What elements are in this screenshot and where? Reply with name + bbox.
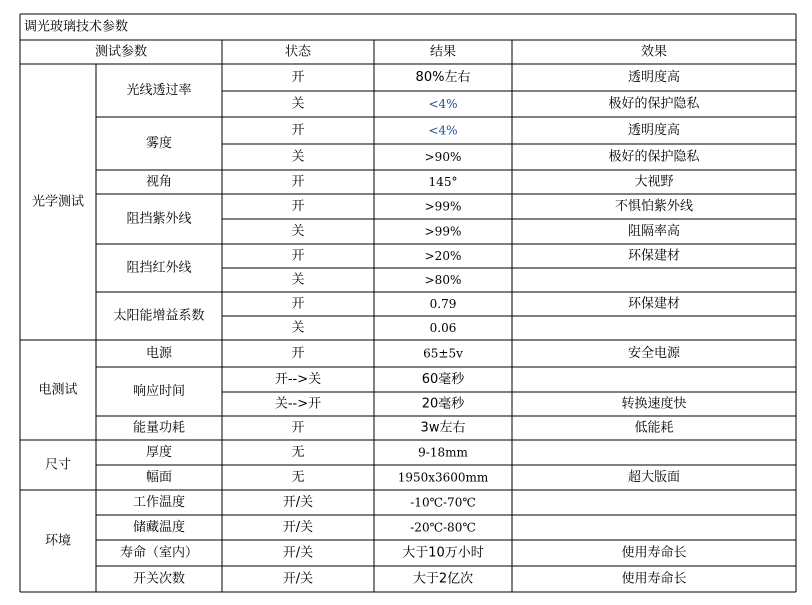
cell-state: 关-->开 <box>274 396 322 412</box>
header-param: 测试参数 <box>94 44 148 60</box>
table-title: 调光玻璃技术参数 <box>24 19 129 35</box>
cell-state: 开 <box>291 123 305 138</box>
header-result: 结果 <box>429 44 457 60</box>
cell-result: 9-18mm <box>418 445 468 460</box>
cell-effect: 超大版面 <box>627 470 681 485</box>
cell-group: 尺寸 <box>44 457 72 473</box>
cell-state: 开 <box>291 70 305 85</box>
cell-group: 环境 <box>44 533 72 549</box>
cell-effect: 低能耗 <box>634 420 674 436</box>
cell-state: 开 <box>291 199 305 214</box>
cell-state: 关 <box>291 96 305 112</box>
cell-effect: 使用寿命长 <box>621 571 687 587</box>
cell-result: >80% <box>424 273 462 287</box>
cell-param: 幅面 <box>145 470 173 485</box>
cell-result: 60毫秒 <box>421 372 465 387</box>
cell-result: <4% <box>428 123 458 138</box>
cell-result: <4% <box>428 97 458 111</box>
cell-result: 1950x3600mm <box>397 470 489 485</box>
cell-param: 开关次数 <box>132 571 186 587</box>
cell-state: 关 <box>291 320 305 336</box>
cell-effect: 安全电源 <box>627 346 681 361</box>
cell-param: 太阳能增益系数 <box>113 308 205 324</box>
cell-param: 寿命（室内） <box>119 545 199 561</box>
cell-param: 阻挡紫外线 <box>126 211 192 227</box>
cell-effect: 极好的保护隐私 <box>608 96 700 112</box>
header-state: 状态 <box>284 44 312 60</box>
cell-state: 开/关 <box>282 545 314 561</box>
cell-param: 能量功耗 <box>132 420 186 436</box>
cell-param: 电源 <box>145 346 173 361</box>
cell-state: 开/关 <box>282 571 314 587</box>
cell-state: 开 <box>291 296 305 312</box>
cell-param: 光线透过率 <box>126 83 192 98</box>
cell-param: 响应时间 <box>132 384 186 399</box>
cell-param: 视角 <box>145 174 173 190</box>
cell-result: >20% <box>424 249 462 263</box>
cell-result: >90% <box>424 150 462 164</box>
cell-param: 储藏温度 <box>132 520 186 535</box>
cell-state: 开/关 <box>282 495 314 510</box>
cell-param: 阻挡红外线 <box>126 260 192 276</box>
cell-effect: 大视野 <box>634 174 674 190</box>
header-effect: 效果 <box>640 44 668 60</box>
cell-result: 3w左右 <box>420 420 466 436</box>
cell-state: 开 <box>291 420 305 436</box>
cell-state: 开 <box>291 174 305 190</box>
cell-state: 关 <box>291 272 305 288</box>
cell-state: 关 <box>291 149 305 165</box>
cell-state: 开-->关 <box>274 372 322 387</box>
cell-param: 雾度 <box>145 136 173 151</box>
table-text <box>24 19 700 587</box>
cell-result: 大于10万小时 <box>402 545 484 561</box>
cell-result: >99% <box>424 224 462 239</box>
cell-state: 无 <box>291 470 305 485</box>
cell-effect: 透明度高 <box>627 70 681 85</box>
cell-effect: 转换速度快 <box>621 396 687 412</box>
cell-effect: 环保建材 <box>627 248 681 264</box>
cell-effect: 使用寿命长 <box>621 545 687 561</box>
cell-result: 145° <box>428 175 458 189</box>
cell-state: 关 <box>291 224 305 239</box>
cell-param: 工作温度 <box>132 495 186 510</box>
cell-effect: 环保建材 <box>627 296 681 312</box>
cell-group: 光学测试 <box>31 194 85 210</box>
cell-effect: 不惧怕紫外线 <box>614 199 694 214</box>
cell-result: >99% <box>424 199 462 214</box>
cell-result: 20毫秒 <box>421 396 465 412</box>
cell-group: 电测试 <box>38 382 78 398</box>
cell-result: 0.79 <box>429 297 457 311</box>
cell-state: 开 <box>291 346 305 361</box>
cell-result: 65±5v <box>423 346 463 361</box>
cell-result: -20℃-80℃ <box>410 520 476 535</box>
cell-param: 厚度 <box>145 445 173 460</box>
cell-effect: 透明度高 <box>627 123 681 138</box>
cell-result: 0.06 <box>429 321 457 335</box>
cell-effect: 极好的保护隐私 <box>608 149 700 165</box>
cell-result: 80%左右 <box>415 70 471 85</box>
cell-state: 无 <box>291 445 305 460</box>
cell-state: 开/关 <box>282 520 314 535</box>
cell-result: 大于2亿次 <box>412 571 474 587</box>
cell-effect: 阻隔率高 <box>627 224 681 239</box>
cell-state: 开 <box>291 248 305 264</box>
cell-result: -10℃-70℃ <box>410 495 476 510</box>
